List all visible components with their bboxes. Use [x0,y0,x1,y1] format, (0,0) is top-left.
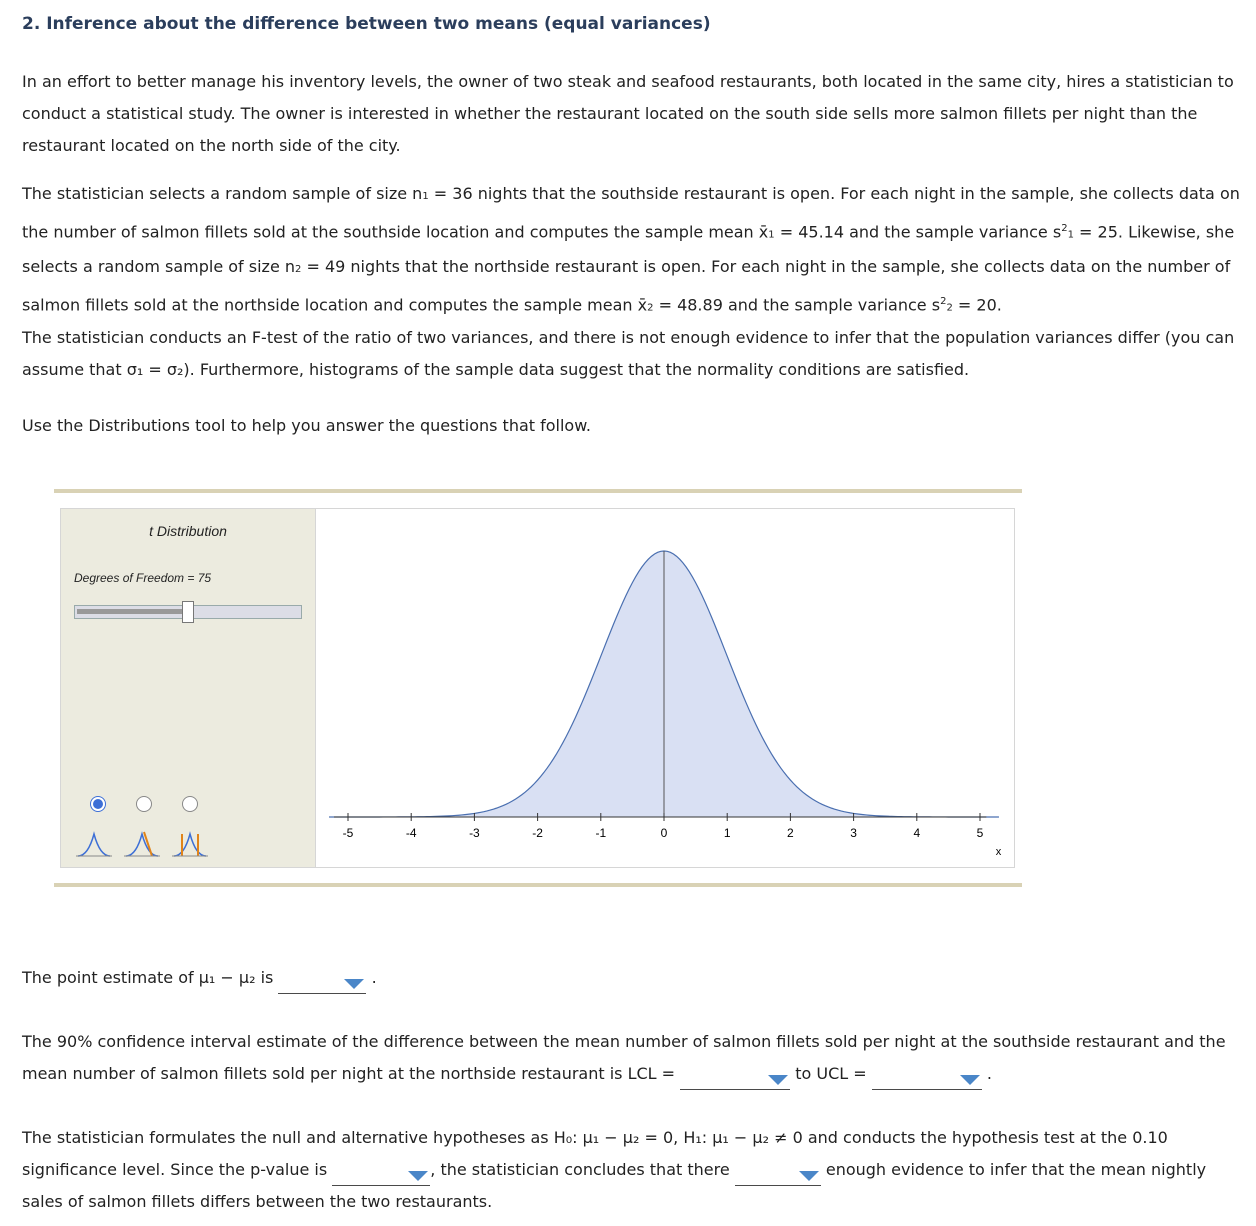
radio-two-tail[interactable] [182,796,198,812]
ucl-dropdown[interactable] [872,1071,982,1090]
t-distribution-chart-area [314,508,1015,868]
x-tick-label: -1 [595,826,607,840]
x-tick-label: 5 [976,826,984,840]
x-tick-label: -5 [342,826,354,840]
chevron-down-icon [408,1171,428,1181]
x-tick-label: -4 [405,826,417,840]
distribution-control-panel [60,508,316,868]
chevron-down-icon [344,979,364,989]
point-estimate-dropdown[interactable] [278,975,366,994]
x-tick-label: -2 [532,826,543,840]
question-point-estimate: The point estimate of μ₁ − μ₂ is . [22,962,1242,994]
slider-thumb[interactable] [182,601,194,623]
page-title: 2. Inference about the difference between two means (equal variances) [22,14,711,34]
x-tick-label: 1 [723,826,731,840]
chevron-down-icon [799,1171,819,1181]
distribution-title: t Distribution [149,523,227,539]
intro-paragraph-1: In an effort to better manage his inventory levels, the owner of two steak and seafood restaurants, both located in the same city, hires a statistician to conduct a statistical study. The owner is interested in whether the restaurant located on the south side sells more salmon fillets per night than the restaurant located on the north side of the city. [22,72,1234,155]
x-tick-label: 4 [913,826,921,840]
two-tail-icon [172,834,208,856]
intro-paragraph-2: The statistician selects a random sample of size n1 = 36 nights that the southside restaurant is open. For each night in the sample, she collects data on the number of salmon fillets sold at the southside location and computes the sample mean x̄1 = 45.14 and the sample variance $s^21 = 25$. Likewise, she selects a random sample of size n2 = 49 nights that the northside restaurant is open. For each night in the sample, she collects data on the number of salmon fillets sold at the northside location and computes the sample mean x̄2 = 48.89 and the sample variance $s^22 = 20$. [22,184,1240,315]
p-value-dropdown[interactable] [332,1167,430,1186]
intro-paragraph-4: Use the Distributions tool to help you answer the questions that follow. [22,416,591,435]
question-confidence-interval: The 90% confidence interval estimate of the difference between the mean number of salmon fillets sold per night at the southside restaurant and the mean number of salmon fillets sold per night at the northside restaurant is LCL = to UCL = . [22,1026,1242,1090]
x-axis-label: x [995,846,1002,858]
question-hypothesis-test: The statistician formulates the null and alternative hypotheses as H₀: μ₁ − μ₂ = 0, H₁: μ₁ − μ₂ ≠ 0 and conducts the hypothesis test at the 0.10 significance level. Since the p-value is , the statistician concludes that there enough evidence to infer that the mean nightly sales of salmon fillets differs between the two restaurants. [22,1128,1207,1211]
evidence-dropdown[interactable] [735,1167,821,1186]
x-tick-label: 2 [787,826,794,840]
t-distribution-chart [314,509,1014,867]
single-curve-icon [76,834,112,856]
distribution-mode-icons [74,826,214,860]
chevron-down-icon [768,1075,788,1085]
intro-paragraph-3: The statistician conducts an F-test of the ratio of two variances, and there is not enough evidence to infer that the population variances differ (you can assume that σ₁ = σ₂). Furthermore, histograms of the sample data suggest that the normality conditions are satisfied. [22,328,1235,379]
x-tick-label: 3 [850,826,857,840]
radio-one-tail[interactable] [136,796,152,812]
tool-bottom-border [54,883,1022,887]
chevron-down-icon [960,1075,980,1085]
lcl-dropdown[interactable] [680,1071,790,1090]
degrees-of-freedom-slider[interactable] [74,605,302,619]
radio-single-distribution[interactable] [90,796,106,812]
one-tail-icon [124,832,160,856]
x-tick-label: -3 [469,826,480,840]
tool-top-border [54,489,1022,493]
x-tick-label: 0 [660,826,668,840]
degrees-of-freedom-label: Degrees of Freedom = 75 [74,571,212,585]
slider-fill [77,609,188,614]
